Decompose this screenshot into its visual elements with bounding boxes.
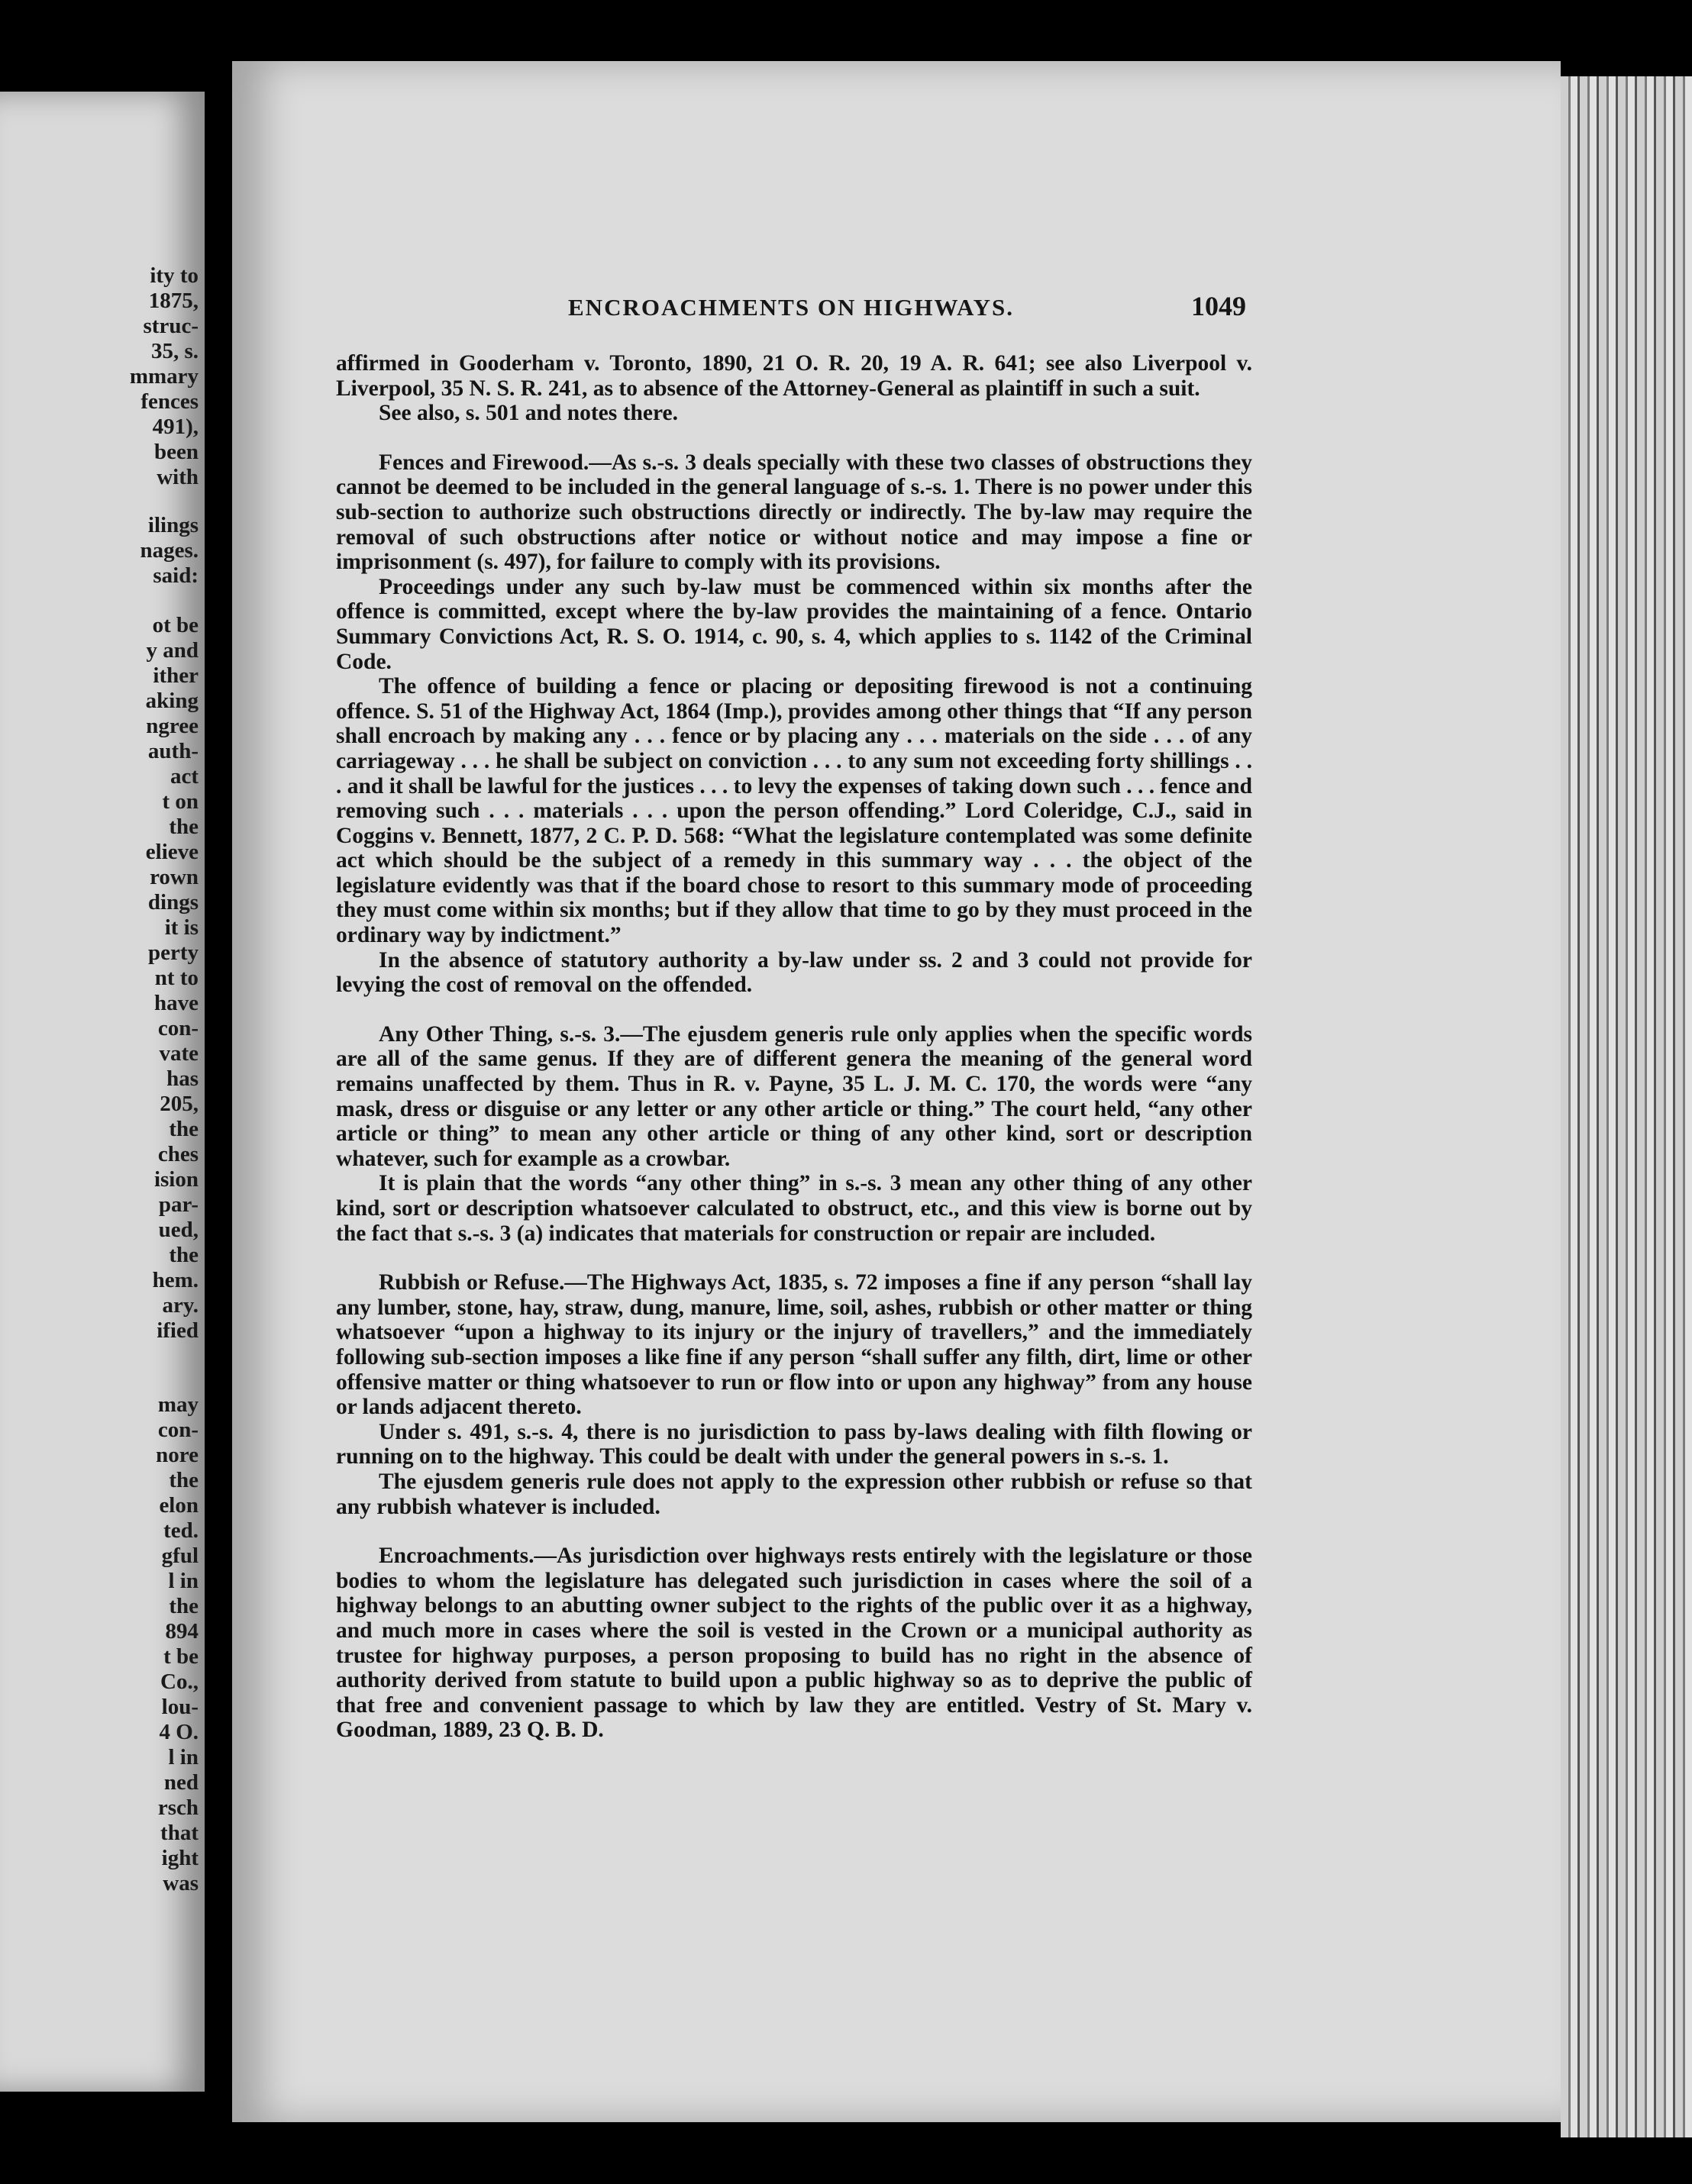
- paragraph: [336, 1171, 1252, 1246]
- margin-fragment: ity to: [150, 263, 199, 288]
- paragraph-text: In the absence of statutory authority a by-law under ss. 2 and 3 could not provide for levying the cost of removal on the offended.: [336, 947, 1252, 998]
- paragraph-text: It is plain that the words “any other thing” in s.-s. 3 mean any other thing of any other kind, sort or description whatsoever calculated to obstruct, etc., and this view is borne out by the fact that s.-s. 3 (a) indicates that materials for construction or repair are included.: [336, 1171, 1252, 1246]
- margin-fragment: nages.: [140, 538, 199, 563]
- margin-fragment: the: [169, 1243, 199, 1267]
- margin-fragment: 894: [165, 1619, 199, 1644]
- paragraph: [336, 1022, 1252, 1172]
- paragraph: [336, 401, 1252, 426]
- paragraph: [336, 1469, 1252, 1519]
- margin-fragment: ary.: [162, 1293, 199, 1318]
- paragraph-text: Under s. 491, s.-s. 4, there is no jurisdiction to pass by-laws dealing with filth flowing or running on to the highway. This could be dealt with under the general powers in s.-s. 1.: [336, 1419, 1252, 1469]
- page-header: [568, 290, 1246, 322]
- margin-fragment: ot be: [152, 613, 199, 637]
- margin-fragment: ted.: [163, 1518, 199, 1543]
- paragraph: [336, 1544, 1252, 1743]
- paragraph-text: The offence of building a fence or placing or depositing firewood is not a continuing offence. S. 51 of the Highway Act, 1864 (Imp.), provides among other things that “If any person shall encroach by making any . . . fence or by placing any . . . materials on the side . . . of any carriageway . . . he shall be subject on conviction . . . to any sum not exceeding forty shillings . . . and it shall be lawful for the justices . . . to levy the expenses of taking down such . . . fence and removing such . . . materials . . . upon the person offending.” Lord Coleridge, C.J., said in Coggins v. Bennett, 1877, 2 C. P. D. 568: “What the legislature contemplated was some definite act which should be the subject of a remedy in this summary way . . . the object of the legislature evidently was that if the board chose to resort to this summary mode of proceeding they must come within six months; but if they allow that time to go by they must proceed in the ordinary way by indictment.”: [336, 674, 1252, 948]
- paragraph-text: —The ejusdem generis rule only applies when the specific words are all of the same genus. If they are of different genera the meaning of the general word remains unaffected by them. Thus in R. v. Payne, 35 L. J. M. C. 170, the words were “any mask, dress or disguise or any letter or any other article or thing.” The court held, “any other article or thing” to mean any other article or thing of any other kind, sort or description whatever, such for example as a crowbar.: [336, 1021, 1252, 1171]
- paragraph-text: —As s.-s. 3 deals specially with these two classes of obstructions they cannot be deemed to be included in the general language of s.-s. 1. There is no power under this sub-section to authorize such obstructions directly or indirectly. The by-law may require the removal of such obstructions after notice or without notice and may impose a fine or imprisonment (s. 497), for failure to comply with its provisions.: [336, 450, 1252, 575]
- margin-fragment: may: [157, 1392, 199, 1417]
- margin-fragment: was: [163, 1871, 199, 1895]
- margin-fragment: auth-: [147, 739, 199, 763]
- paragraph: [336, 674, 1252, 948]
- margin-fragment: Co.,: [160, 1669, 199, 1694]
- paragraph-text: —As jurisdiction over highways rests entirely with the legislature or those bodies to whom the legislature has delegated such jurisdiction in cases where the soil of a highway belongs to an abutting owner subject to the rights of the public over it as a highway, and much more in cases where the soil is vested in the Crown or a municipal authority as trustee for highway purposes, a person proposing to build has no right in the absence of authority derived from statute to build upon a public highway so as to deprive the public of that free and convenient passage to which by law they are entitled. Vestry of St. Mary v. Goodman, 1889, 23 Q. B. D.: [336, 1544, 1252, 1743]
- margin-fragment: t on: [162, 789, 199, 814]
- margin-fragment: gful: [161, 1544, 199, 1568]
- margin-fragment: l in: [168, 1745, 199, 1769]
- margin-fragment: it is: [164, 915, 199, 940]
- margin-fragment: nt to: [154, 966, 199, 990]
- page-edges: [1561, 76, 1692, 2137]
- margin-fragment: struc-: [143, 314, 199, 338]
- margin-fragment: ilings: [147, 513, 199, 537]
- paragraph: [336, 450, 1252, 575]
- margin-fragment: aking: [145, 689, 199, 713]
- margin-fragment: ither: [153, 663, 199, 688]
- margin-fragment: t be: [163, 1644, 199, 1669]
- paragraph-text: The ejusdem generis rule does not apply to the expression other rubbish or refuse so that any rubbish whatever is included.: [336, 1469, 1252, 1519]
- margin-fragment: par-: [158, 1192, 199, 1217]
- paragraph-text: Proceedings under any such by-law must be commenced within six months after the offence is committed, except where the by-law provides the maintaining of a fence. Ontario Summary Convictions Act, R. S. O. 1914, c. 90, s. 4, which applies to s. 1142 of the Criminal Code.: [336, 574, 1252, 674]
- page-number: 1049: [1191, 291, 1246, 321]
- margin-fragment: been: [154, 440, 199, 464]
- margin-fragment: ision: [153, 1167, 199, 1192]
- margin-fragment: rsch: [157, 1795, 199, 1820]
- margin-fragment: dings: [147, 890, 199, 915]
- margin-fragment: perty: [147, 940, 199, 965]
- margin-fragment: the: [169, 815, 199, 839]
- margin-fragment: nore: [156, 1443, 199, 1467]
- margin-fragment: that: [160, 1821, 199, 1845]
- margin-fragment: ngree: [146, 714, 199, 738]
- margin-fragment: have: [154, 991, 199, 1015]
- margin-fragment: has: [166, 1066, 199, 1091]
- margin-fragment: y and: [146, 638, 199, 663]
- margin-fragment: act: [170, 764, 199, 789]
- margin-fragment: vate: [159, 1041, 199, 1066]
- margin-fragment: elieve: [145, 840, 199, 864]
- margin-fragment: 491),: [152, 415, 199, 439]
- margin-fragment: rown: [150, 865, 199, 889]
- margin-fragment: the: [169, 1117, 199, 1141]
- margin-fragment: elon: [159, 1493, 199, 1518]
- margin-fragment: said:: [153, 563, 199, 588]
- margin-fragment: con-: [157, 1016, 199, 1040]
- margin-fragment: 4 O.: [159, 1720, 199, 1744]
- paragraph: [336, 351, 1252, 401]
- margin-fragment: lou-: [161, 1695, 199, 1719]
- margin-fragment: 1875,: [148, 289, 199, 313]
- margin-fragment: ned: [163, 1770, 199, 1795]
- margin-fragment: ified: [157, 1318, 199, 1343]
- facing-page-fragment: [0, 92, 205, 2092]
- paragraph: [336, 948, 1252, 998]
- section-heading: Fences and Firewood.: [379, 450, 589, 475]
- body-text: [336, 351, 1252, 1743]
- paragraph: [336, 1420, 1252, 1469]
- margin-fragment: hem.: [152, 1268, 199, 1292]
- paragraph-text: —The Highways Act, 1835, s. 72 imposes a fine if any person “shall lay any lumber, stone, hay, straw, dung, manure, lime, soil, ashes, rubbish or other matter or thing whatsoever “upon a highway to its injury or the injury of travellers,” and the immediately following sub-section imposes a like fine if any person “shall suffer any filth, dirt, lime or other offensive matter or thing whatsoever to run or flow into or upon any highway” from any house or lands adjacent thereto.: [336, 1270, 1252, 1420]
- margin-fragment: 35, s.: [150, 339, 199, 363]
- margin-fragment: the: [169, 1468, 199, 1492]
- margin-fragment: mmary: [129, 364, 199, 389]
- margin-fragment: ches: [157, 1142, 199, 1166]
- paragraph-text: affirmed in Gooderham v. Toronto, 1890, 21 O. R. 20, 19 A. R. 641; see also Liverpool v. Liverpool, 35 N. S. R. 241, as to absence of the Attorney-General as plaintiff in such a suit.: [336, 351, 1252, 401]
- paragraph: [336, 1270, 1252, 1420]
- section-heading: Rubbish or Refuse.: [379, 1270, 565, 1295]
- margin-fragment: the: [169, 1594, 199, 1618]
- book-gutter: [205, 0, 232, 2184]
- section-heading: Any Other Thing, s.-s. 3.: [379, 1021, 621, 1047]
- margin-fragment: con-: [157, 1418, 199, 1442]
- margin-fragment: 205,: [160, 1092, 199, 1116]
- paragraph-text: See also, s. 501 and notes there.: [379, 401, 678, 426]
- paragraph: [336, 575, 1252, 674]
- margin-fragment: ued,: [158, 1218, 199, 1242]
- section-heading: Encroachments.: [379, 1544, 534, 1569]
- margin-fragment: ight: [161, 1846, 199, 1870]
- margin-fragment: l in: [168, 1569, 199, 1593]
- margin-fragment: fences: [140, 389, 199, 414]
- running-head: ENCROACHMENTS ON HIGHWAYS.: [568, 294, 1014, 321]
- margin-fragment: with: [157, 465, 199, 489]
